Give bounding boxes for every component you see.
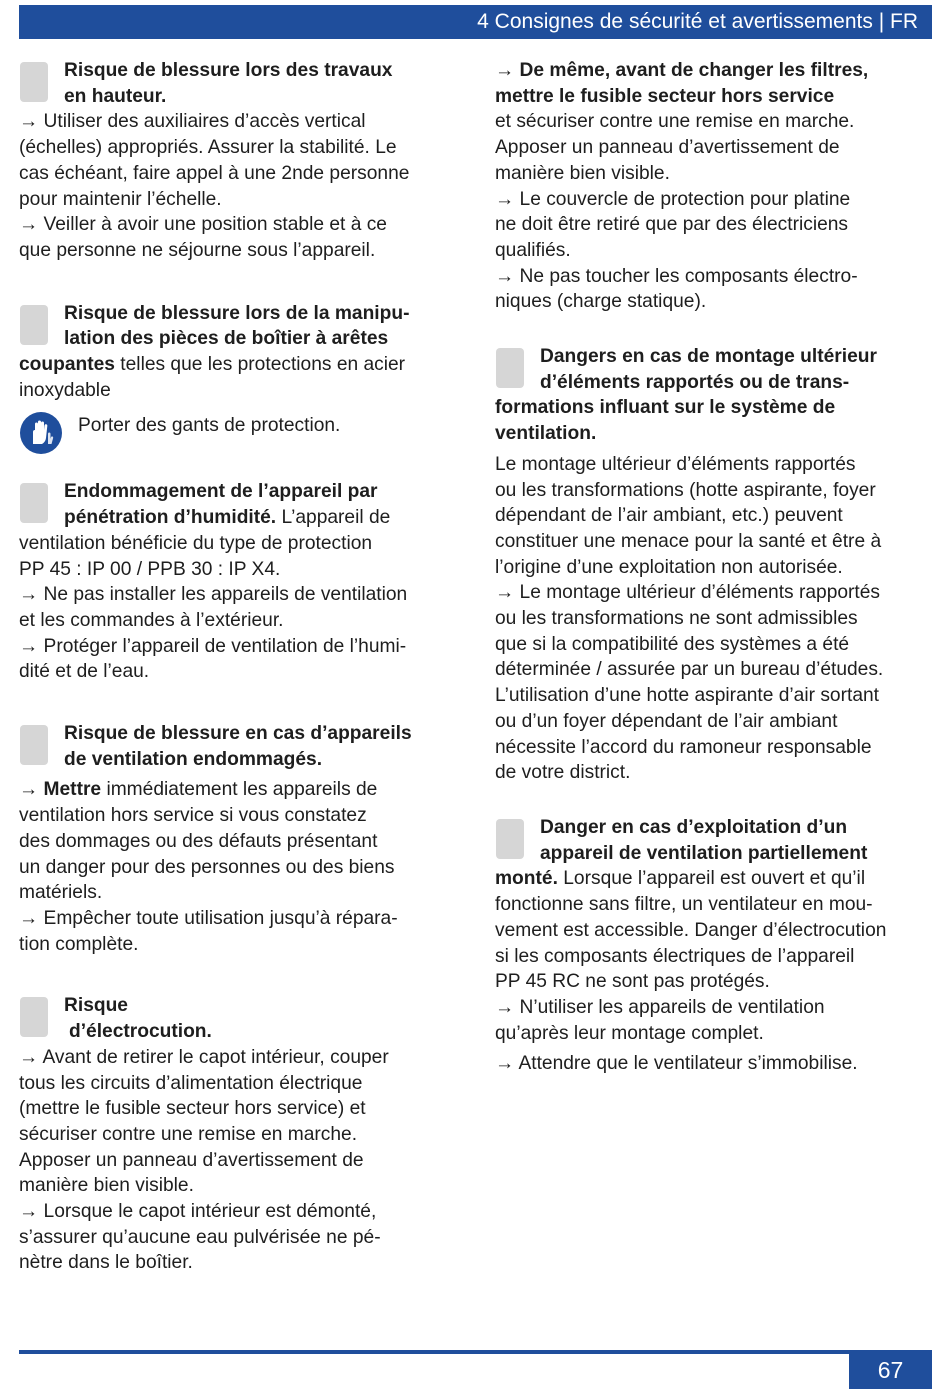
body-line: qualifiés. <box>495 239 571 261</box>
warning-marker <box>496 819 524 859</box>
body-line: nètre dans le boîtier. <box>19 1252 193 1274</box>
heading-line: d’électrocution. <box>69 1021 212 1043</box>
heading-line: formations influant sur le système de <box>495 397 836 419</box>
body-line: tion complète. <box>19 933 139 955</box>
body-line: PP 45 : IP 00 / PPB 30 : IP X4. <box>19 558 281 580</box>
warning-marker <box>20 725 48 765</box>
body-line: PP 45 RC ne sont pas protégés. <box>495 971 770 993</box>
heading-line-mixed <box>19 505 459 531</box>
body-line: tous les circuits d’alimentation électrique <box>19 1072 363 1094</box>
warning-marker <box>20 62 48 102</box>
right-column <box>495 58 935 1077</box>
heading-line: ventilation. <box>495 423 597 445</box>
heading-line: Risque de blessure lors des travaux <box>64 60 393 81</box>
body-line: ou les transformations ne sont admissibles <box>495 608 858 630</box>
body-text: telles que les protections en acier <box>114 354 406 376</box>
bold-text: Mettre <box>43 779 102 801</box>
body-line: → Empêcher toute utilisation jusqu’à répara- <box>19 907 398 929</box>
body-line: pour maintenir l’échelle. <box>19 188 222 210</box>
body-line: et sécuriser contre une remise en marche. <box>495 111 855 133</box>
page-number-box <box>849 1354 932 1389</box>
header-title: 4 Consignes de sécurité et avertissements | FR <box>477 10 918 33</box>
warning-marker <box>496 348 524 388</box>
body-line: qu’après leur montage complet. <box>495 1022 764 1044</box>
heading-line: Risque de blessure en cas d’appareils <box>64 723 412 745</box>
body-line: Le montage ultérieur d’éléments rapportés <box>495 453 856 475</box>
warning-marker <box>20 997 48 1037</box>
gloves-mandatory-icon <box>19 411 63 455</box>
heading-line: appareil de ventilation partiellement <box>540 842 868 864</box>
heading-line: Endommagement de l’appareil par <box>64 481 378 503</box>
body-line: niques (charge statique). <box>495 291 707 313</box>
body-line: L’utilisation d’une hotte aspirante d’air sortant <box>495 685 879 707</box>
body-line: un danger pour des personnes ou des biens <box>19 856 395 878</box>
header-bar <box>19 5 932 39</box>
body-line: ou d’un foyer dépendant de l’air ambiant <box>495 710 838 732</box>
instruction-heading: → De même, avant de changer les filtres, <box>495 60 869 81</box>
body-line: dité et de l’eau. <box>19 661 150 683</box>
body-line: ou les transformations (hotte aspirante, foyer <box>495 479 876 501</box>
body-text: L’appareil de <box>276 507 391 529</box>
glove-instruction-text: Porter des gants de protection. <box>78 415 341 437</box>
warning-marker <box>20 483 48 523</box>
heading-bold-end: monté. <box>495 868 558 890</box>
body-line: si les composants électriques de l’appareil <box>495 945 855 967</box>
body-line: matériels. <box>19 882 103 904</box>
body-line: (mettre le fusible secteur hors service) et <box>19 1098 366 1120</box>
body-line: s’assurer qu’aucune eau pulvérisée ne pé- <box>19 1226 381 1248</box>
body-line: (échelles) appropriés. Assurer la stabilité. Le <box>19 137 397 159</box>
heading-line: lation des pièces de boîtier à arêtes <box>64 328 389 350</box>
body-line: inoxydable <box>19 379 111 401</box>
warning-heading-height-injury <box>19 58 459 109</box>
body-line: → Utiliser des auxiliaires d’accès vertical <box>19 111 366 133</box>
body-line: → Le couvercle de protection pour platine <box>495 188 851 210</box>
body-line: → Avant de retirer le capot intérieur, couper <box>19 1046 389 1068</box>
heading-line: de ventilation endommagés. <box>64 748 323 770</box>
body-line: dépendant de l’air ambiant, etc.) peuvent <box>495 505 843 527</box>
ppe-instruction-gloves <box>19 411 459 449</box>
body-line: manière bien visible. <box>495 162 670 184</box>
body-line: l’origine d’une exploitation non autorisée. <box>495 556 843 578</box>
body-line: et les commandes à l’extérieur. <box>19 609 284 631</box>
heading-line: Dangers en cas de montage ultérieur <box>540 346 877 368</box>
body-line: manière bien visible. <box>19 1175 194 1197</box>
body-line: ventilation hors service si vous constatez <box>19 805 367 827</box>
warning-heading-damaged-devices <box>19 721 459 772</box>
body-line: vement est accessible. Danger d’électrocution <box>495 919 887 941</box>
body-line: fonctionne sans filtre, un ventilateur en mou- <box>495 894 873 916</box>
body-line: cas échéant, faire appel à une 2nde personne <box>19 162 410 184</box>
left-column <box>19 58 459 1276</box>
body-line: → Protéger l’appareil de ventilation de l’humi- <box>19 635 407 657</box>
body-text: Lorsque l’appareil est ouvert et qu’il <box>557 868 866 890</box>
body-line: que personne ne séjourne sous l’appareil. <box>19 239 376 261</box>
footer-rule <box>19 1350 932 1354</box>
body-line: → Le montage ultérieur d’éléments rapportés <box>495 582 881 604</box>
body-line: constituer une menace pour la santé et être à <box>495 530 882 552</box>
warning-heading-humidity <box>19 479 459 530</box>
body-line: → Ne pas installer les appareils de ventilation <box>19 584 408 606</box>
heading-continuation <box>495 866 935 892</box>
body-text: immédiatement les appareils de <box>101 779 378 801</box>
body-line: sécuriser contre une remise en marche. <box>19 1123 358 1145</box>
heading-bold-text: pénétration d’humidité. <box>64 507 277 529</box>
body-line-mixed <box>19 777 459 803</box>
heading-line: en hauteur. <box>64 85 167 107</box>
body-line: Apposer un panneau d’avertissement de <box>495 137 840 159</box>
body-line: Apposer un panneau d’avertissement de <box>19 1149 364 1171</box>
body-line: ventilation bénéficie du type de protection <box>19 532 373 554</box>
body-line: que si la compatibilité des systèmes a été <box>495 633 850 655</box>
body-line: de votre district. <box>495 762 631 784</box>
instruction-heading: mettre le fusible secteur hors service <box>495 85 835 107</box>
body-line: → Veiller à avoir une position stable et à ce <box>19 214 387 236</box>
body-line: → Ne pas toucher les composants électro- <box>495 265 858 287</box>
body-line: → Lorsque le capot intérieur est démonté, <box>19 1201 377 1223</box>
body-line: → N’utiliser les appareils de ventilation <box>495 996 825 1018</box>
arrow-text: → <box>19 779 44 801</box>
warning-heading-partial-assembly <box>495 815 935 866</box>
heading-line: Risque de blessure lors de la manipu- <box>64 302 410 324</box>
heading-continuation <box>19 352 459 378</box>
heading-bold-end: coupantes <box>19 354 115 376</box>
heading-line: Risque <box>64 995 128 1017</box>
body-line: déterminée / assurée par un bureau d’études. <box>495 659 884 681</box>
body-line: des dommages ou des défauts présentant <box>19 830 378 852</box>
heading-line: d’éléments rapportés ou de trans- <box>540 371 850 393</box>
warning-heading-electrocution <box>19 993 459 1044</box>
warning-marker <box>20 305 48 345</box>
page-number: 67 <box>877 1357 904 1383</box>
heading-line: Danger en cas d’exploitation d’un <box>540 816 848 838</box>
body-line: → Attendre que le ventilateur s’immobilise. <box>495 1053 858 1075</box>
body-line: nécessite l’accord du ramoneur responsable <box>495 736 872 758</box>
warning-heading-retrofitting <box>495 344 935 395</box>
body-line: ne doit être retiré que par des électriciens <box>495 214 849 236</box>
warning-heading-sharp-edges <box>19 301 459 352</box>
